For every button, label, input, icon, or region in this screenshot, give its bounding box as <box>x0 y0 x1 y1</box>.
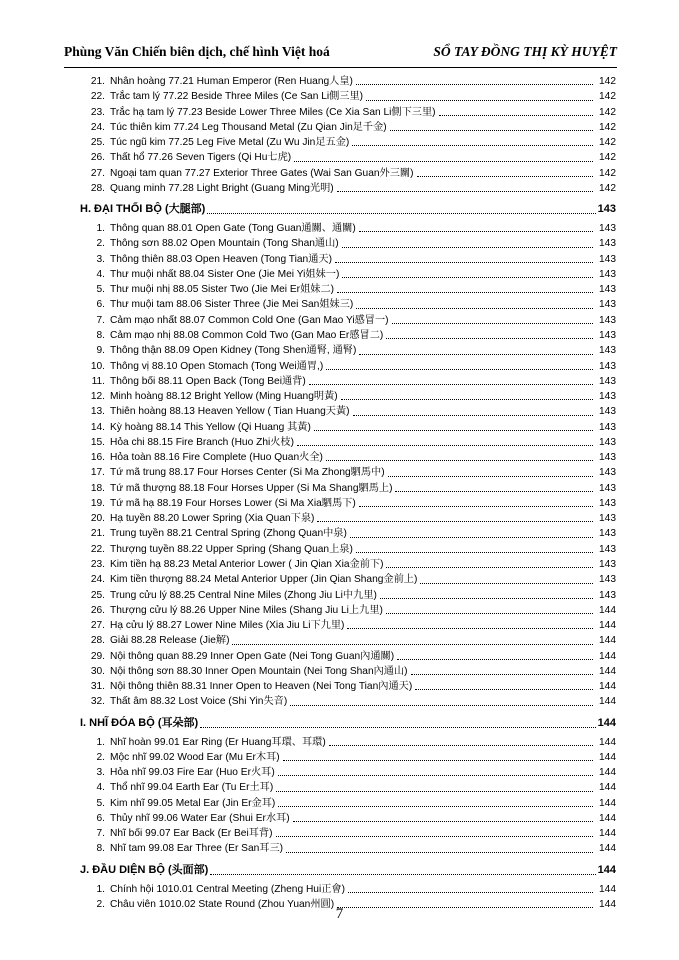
entry-number: 17. <box>90 467 105 479</box>
entry-page: 143 <box>599 452 616 464</box>
dot-leader <box>348 891 593 893</box>
entry-title: Hạ cửu lý 88.27 Lower Nine Miles (Xia Jiu Li下九里) <box>110 620 345 632</box>
entry-number: 2. <box>96 238 105 250</box>
toc-entry[interactable] <box>80 481 616 496</box>
entry-page: 143 <box>599 436 616 448</box>
entry-title: Trắc tam lý 77.22 Beside Three Miles (Ce San Li側三里) <box>110 91 364 103</box>
entry-number: 8. <box>96 843 105 855</box>
entry-number: 2. <box>96 751 105 763</box>
dot-leader <box>420 582 593 584</box>
entry-page: 143 <box>599 268 616 280</box>
entry-title: Thông vị 88.10 Open Stomach (Tong Wei通胃,) <box>110 360 324 372</box>
entry-page: 142 <box>599 106 616 118</box>
entry-number: 22. <box>90 543 105 555</box>
dot-leader <box>359 230 593 232</box>
entry-number: 20. <box>90 513 105 525</box>
entry-page: 143 <box>599 482 616 494</box>
entry-title: Nhân hoàng 77.21 Human Emperor (Ren Huang人皇) <box>110 76 353 87</box>
header-book-title: SỔ TAY ĐỒNG THỊ KỲ HUYỆT <box>433 44 617 59</box>
section-page: 143 <box>597 203 616 216</box>
entry-title: Thủy nhĩ 99.06 Water Ear (Shui Er水耳) <box>110 812 290 824</box>
entry-title: Minh hoàng 88.12 Bright Yellow (Ming Huang明黃) <box>110 391 338 403</box>
entry-page: 144 <box>599 696 616 708</box>
entry-page: 144 <box>599 899 616 911</box>
toc-entry[interactable] <box>80 150 616 165</box>
entry-page: 142 <box>599 167 616 179</box>
entry-page: 144 <box>599 828 616 840</box>
entry-page: 144 <box>599 681 616 693</box>
entry-page: 144 <box>599 843 616 855</box>
dot-leader <box>276 790 593 792</box>
toc-section-heading[interactable] <box>80 860 616 880</box>
dot-leader <box>341 398 593 400</box>
entry-page: 143 <box>599 513 616 525</box>
entry-title: Thất âm 88.32 Lost Voice (Shi Yin失音) <box>110 696 288 708</box>
dot-leader <box>395 490 593 492</box>
section-title: H. ĐẠI THỐI BỘ (大腿部) <box>80 203 206 216</box>
toc-entry[interactable] <box>80 166 616 181</box>
toc-entry[interactable] <box>80 74 616 89</box>
toc-entry[interactable] <box>80 882 616 897</box>
dot-leader <box>417 175 594 177</box>
entry-page: 143 <box>599 406 616 418</box>
dot-leader <box>353 414 593 416</box>
entry-title: Cảm mạo nhất 88.07 Common Cold One (Gan Mao Yi感冒一) <box>110 314 389 326</box>
entry-title: Nhĩ hoàn 99.01 Ear Ring (Er Huang耳環、耳環) <box>110 736 326 748</box>
entry-number: 3. <box>96 767 105 779</box>
dot-leader <box>278 774 593 776</box>
toc-entry[interactable] <box>80 465 616 480</box>
toc-entry[interactable] <box>80 135 616 150</box>
entry-title: Nhĩ bối 99.07 Ear Back (Er Bei耳背) <box>110 828 273 840</box>
dot-leader <box>314 429 593 431</box>
toc-entry[interactable] <box>80 297 616 312</box>
entry-number: 22. <box>90 91 105 103</box>
entry-page: 144 <box>599 751 616 763</box>
entry-title: Hạ tuyền 88.20 Lower Spring (Xia Quan下泉) <box>110 513 315 525</box>
entry-number: 4. <box>96 782 105 794</box>
dot-leader <box>356 83 593 85</box>
dot-leader <box>294 160 593 162</box>
section-title: I. NHĨ ĐÓA BỘ (耳朵部) <box>80 716 199 729</box>
entry-title: Nội thông thiên 88.31 Inner Open to Heaven (Nei Tong Tian內通天) <box>110 681 413 693</box>
entry-page: 143 <box>599 299 616 311</box>
toc-entry[interactable] <box>80 236 616 251</box>
dot-leader <box>411 673 593 675</box>
entry-title: Giải 88.28 Release (Jie解) <box>110 635 230 647</box>
toc-entry[interactable] <box>80 694 616 709</box>
dot-leader <box>317 520 593 522</box>
dot-leader <box>293 820 593 822</box>
entry-page: 143 <box>599 543 616 555</box>
toc-entry[interactable] <box>80 420 616 435</box>
toc-entry[interactable] <box>80 826 616 841</box>
toc-entry[interactable] <box>80 267 616 282</box>
toc-entry[interactable] <box>80 313 616 328</box>
entry-title: Thông quan 88.01 Open Gate (Tong Guan通關、通關) <box>110 223 356 235</box>
entry-page: 143 <box>599 391 616 403</box>
section-page: 144 <box>597 863 616 876</box>
dot-leader <box>335 261 593 263</box>
toc-entry[interactable] <box>80 343 616 358</box>
section-title: J. ĐẦU DIỆN BỘ (头面部) <box>80 863 209 876</box>
entry-number: 19. <box>90 497 105 509</box>
dot-leader <box>342 246 593 248</box>
header-author: Phùng Văn Chiến biên dịch, chế hình Việt hoá <box>64 44 330 59</box>
dot-leader <box>309 383 593 385</box>
entry-title: Thông sơn 88.02 Open Mountain (Tong Shan通山) <box>110 238 339 250</box>
dot-leader <box>329 744 593 746</box>
entry-page: 144 <box>599 650 616 662</box>
page-number: 7 <box>335 906 344 922</box>
dot-leader <box>210 873 595 875</box>
entry-title: Thiên hoàng 88.13 Heaven Yellow ( Tian Huang天黃) <box>110 406 350 418</box>
entry-number: 7. <box>96 314 105 326</box>
entry-number: 5. <box>96 797 105 809</box>
entry-title: Kim nhĩ 99.05 Metal Ear (Jin Er金耳) <box>110 797 276 809</box>
entry-title: Túc thiên kim 77.24 Leg Thousand Metal (Zu Qian Jin足千金) <box>110 121 387 133</box>
entry-number: 2. <box>96 899 105 911</box>
toc-entry[interactable] <box>80 435 616 450</box>
entry-number: 13. <box>90 406 105 418</box>
entry-number: 6. <box>96 299 105 311</box>
entry-number: 23. <box>90 558 105 570</box>
toc-entry[interactable] <box>80 526 616 541</box>
toc-entry[interactable] <box>80 221 616 236</box>
entry-number: 29. <box>90 650 105 662</box>
running-header <box>64 44 617 64</box>
entry-page: 143 <box>599 223 616 235</box>
entry-title: Thất hổ 77.26 Seven Tigers (Qi Hu七虎) <box>110 152 292 164</box>
dot-leader <box>386 566 593 568</box>
entry-number: 26. <box>90 604 105 616</box>
toc-section-heading[interactable] <box>80 199 616 219</box>
entry-number: 28. <box>90 635 105 647</box>
entry-number: 28. <box>90 182 105 194</box>
dot-leader <box>207 212 595 214</box>
entry-number: 21. <box>90 76 105 87</box>
toc-entry[interactable] <box>80 603 616 618</box>
toc-entry[interactable] <box>80 511 616 526</box>
entry-page: 144 <box>599 782 616 794</box>
dot-leader <box>352 144 593 146</box>
entry-page: 144 <box>599 767 616 779</box>
entry-number: 15. <box>90 436 105 448</box>
entry-number: 1. <box>96 223 105 235</box>
dot-leader <box>337 190 593 192</box>
toc-entry[interactable] <box>80 105 616 120</box>
toc-entry[interactable] <box>80 496 616 511</box>
entry-title: Kim tiền thượng 88.24 Metal Anterior Upper (Jin Qian Shang金前上) <box>110 574 418 586</box>
header-divider <box>64 67 617 68</box>
entry-page: 142 <box>599 121 616 133</box>
entry-number: 30. <box>90 665 105 677</box>
entry-page: 144 <box>599 812 616 824</box>
dot-leader <box>297 444 593 446</box>
entry-number: 1. <box>96 883 105 895</box>
entry-title: Hỏa toàn 88.16 Fire Complete (Huo Quan火全) <box>110 452 323 464</box>
entry-title: Nhĩ tam 99.08 Ear Three (Er San耳三) <box>110 843 284 855</box>
entry-number: 24. <box>90 574 105 586</box>
dot-leader <box>388 475 593 477</box>
toc-entry[interactable] <box>80 841 616 856</box>
toc-entry[interactable] <box>80 765 616 780</box>
entry-page: 144 <box>599 883 616 895</box>
toc-entry[interactable] <box>80 633 616 648</box>
entry-page: 144 <box>599 620 616 632</box>
entry-page: 143 <box>599 497 616 509</box>
toc-entry[interactable] <box>80 252 616 267</box>
entry-title: Chính hội 1010.01 Central Meeting (Zheng Hui正會) <box>110 883 346 895</box>
entry-page: 143 <box>599 238 616 250</box>
toc-entry[interactable] <box>80 542 616 557</box>
dot-leader <box>439 114 593 116</box>
dot-leader <box>366 99 593 101</box>
entry-page: 144 <box>599 635 616 647</box>
entry-title: Thư muội nhất 88.04 Sister One (Jie Mei Yi姐妹一) <box>110 268 340 280</box>
entry-page: 144 <box>599 736 616 748</box>
toc-entry[interactable] <box>80 374 616 389</box>
entry-page: 143 <box>599 558 616 570</box>
entry-number: 31. <box>90 681 105 693</box>
dot-leader <box>342 276 593 278</box>
entry-number: 14. <box>90 421 105 433</box>
entry-number: 5. <box>96 284 105 296</box>
entry-page: 143 <box>599 528 616 540</box>
toc-entry[interactable] <box>80 181 616 196</box>
entry-page: 143 <box>599 253 616 265</box>
entry-title: Nội thông sơn 88.30 Inner Open Mountain (Nei Tong Shan內通山) <box>110 665 408 677</box>
entry-title: Thông bối 88.11 Open Back (Tong Bei通背) <box>110 375 306 387</box>
entry-title: Thông thận 88.09 Open Kidney (Tong Shen通腎, 通腎) <box>110 345 357 357</box>
dot-leader <box>326 459 593 461</box>
entry-page: 144 <box>599 665 616 677</box>
dot-leader <box>359 505 593 507</box>
entry-page: 142 <box>599 137 616 149</box>
entry-number: 10. <box>90 360 105 372</box>
entry-title: Thư muội nhị 88.05 Sister Two (Jie Mei Er姐妹二) <box>110 284 335 296</box>
entry-number: 27. <box>90 620 105 632</box>
toc-entry[interactable] <box>80 780 616 795</box>
entry-title: Thông thiên 88.03 Open Heaven (Tong Tian通天) <box>110 253 332 265</box>
toc-entry[interactable] <box>80 664 616 679</box>
toc-entry[interactable] <box>80 557 616 572</box>
entry-number: 27. <box>90 167 105 179</box>
entry-title: Tứ mã trung 88.17 Four Horses Center (Si Ma Zhong駟馬中) <box>110 467 385 479</box>
entry-number: 8. <box>96 329 105 341</box>
dot-leader <box>286 851 593 853</box>
entry-page: 142 <box>599 76 616 87</box>
toc-entry[interactable] <box>80 120 616 135</box>
entry-page: 142 <box>599 152 616 164</box>
entry-page: 143 <box>599 314 616 326</box>
entry-page: 143 <box>599 360 616 372</box>
toc-section-heading[interactable] <box>80 713 616 733</box>
toc-entry[interactable] <box>80 750 616 765</box>
dot-leader <box>356 551 593 553</box>
entry-number: 21. <box>90 528 105 540</box>
entry-number: 9. <box>96 345 105 357</box>
toc-entry[interactable] <box>80 450 616 465</box>
entry-title: Thư muội tam 88.06 Sister Three (Jie Mei San姐妹三) <box>110 299 354 311</box>
entry-number: 4. <box>96 268 105 280</box>
entry-number: 25. <box>90 589 105 601</box>
entry-number: 12. <box>90 391 105 403</box>
dot-leader <box>283 759 593 761</box>
dot-leader <box>356 307 593 309</box>
toc-entry[interactable] <box>80 404 616 419</box>
dot-leader <box>380 597 593 599</box>
entry-number: 3. <box>96 253 105 265</box>
entry-page: 143 <box>599 421 616 433</box>
entry-page: 143 <box>599 574 616 586</box>
toc-entry[interactable] <box>80 735 616 750</box>
entry-title: Trắc hạ tam lý 77.23 Beside Lower Three Miles (Ce Xia San Li側下三里) <box>110 106 436 118</box>
dot-leader <box>415 688 593 690</box>
entry-title: Túc ngũ kim 77.25 Leg Five Metal (Zu Wu Jin足五金) <box>110 137 350 149</box>
entry-title: Châu viên 1010.02 State Round (Zhou Yuan州圓) <box>110 899 335 911</box>
entry-number: 26. <box>90 152 105 164</box>
entry-title: Kim tiền hạ 88.23 Metal Anterior Lower ( Jin Qian Xia金前下) <box>110 558 384 570</box>
toc-entry[interactable] <box>80 572 616 587</box>
entry-title: Quang minh 77.28 Light Bright (Guang Ming光明) <box>110 182 334 194</box>
section-page: 144 <box>597 716 616 729</box>
entry-title: Hỏa nhĩ 99.03 Fire Ear (Huo Er火耳) <box>110 767 275 779</box>
toc-entry[interactable] <box>80 89 616 104</box>
toc-entry[interactable] <box>80 389 616 404</box>
entry-title: Ngoại tam quan 77.27 Exterior Three Gates (Wai San Guan外三關) <box>110 167 414 179</box>
entry-title: Nội thông quan 88.29 Inner Open Gate (Nei Tong Guan內通關) <box>110 650 395 662</box>
dot-leader <box>278 805 593 807</box>
entry-page: 143 <box>599 345 616 357</box>
toc-entry[interactable] <box>80 679 616 694</box>
entry-number: 6. <box>96 812 105 824</box>
entry-title: Trung tuyền 88.21 Central Spring (Zhong Quan中泉) <box>110 528 347 540</box>
toc-entry[interactable] <box>80 282 616 297</box>
toc-entry[interactable] <box>80 811 616 826</box>
entry-title: Thượng cửu lý 88.26 Upper Nine Miles (Shang Jiu Li上九里) <box>110 604 383 616</box>
dot-leader <box>337 291 593 293</box>
entry-title: Hỏa chi 88.15 Fire Branch (Huo Zhi火枝) <box>110 436 295 448</box>
dot-leader <box>290 704 593 706</box>
dot-leader <box>326 368 593 370</box>
entry-page: 143 <box>599 329 616 341</box>
entry-page: 143 <box>599 284 616 296</box>
entry-number: 16. <box>90 452 105 464</box>
entry-title: Mộc nhĩ 99.02 Wood Ear (Mu Er木耳) <box>110 751 280 763</box>
entry-page: 144 <box>599 797 616 809</box>
entry-page: 142 <box>599 91 616 103</box>
entry-number: 24. <box>90 121 105 133</box>
dot-leader <box>350 536 593 538</box>
entry-title: Kỳ hoàng 88.14 This Yellow (Qi Huang 其黃) <box>110 421 311 433</box>
toc-entry[interactable] <box>80 588 616 603</box>
entry-number: 23. <box>90 106 105 118</box>
entry-title: Trung cửu lý 88.25 Central Nine Miles (Zhong Jiu Li中九里) <box>110 589 377 601</box>
dot-leader <box>392 322 593 324</box>
toc-entry[interactable] <box>80 796 616 811</box>
toc-entry[interactable] <box>80 328 616 343</box>
entry-page: 143 <box>599 589 616 601</box>
entry-title: Thượng tuyền 88.22 Upper Spring (Shang Quan上泉) <box>110 543 353 555</box>
toc-entry[interactable] <box>80 359 616 374</box>
dot-leader <box>397 658 593 660</box>
entry-number: 11. <box>91 375 105 387</box>
entry-title: Tứ mã thượng 88.18 Four Horses Upper (Si Ma Shang駟馬上) <box>110 482 393 494</box>
entry-number: 1. <box>96 736 105 748</box>
dot-leader <box>386 337 593 339</box>
toc-entry[interactable] <box>80 618 616 633</box>
entry-number: 25. <box>90 137 105 149</box>
toc-entry[interactable] <box>80 649 616 664</box>
entry-title: Thổ nhĩ 99.04 Earth Ear (Tu Er土耳) <box>110 782 274 794</box>
entry-page: 143 <box>599 375 616 387</box>
entry-title: Tứ mã hạ 88.19 Four Horses Lower (Si Ma Xia駟馬下) <box>110 497 356 509</box>
dot-leader <box>386 612 593 614</box>
entry-page: 144 <box>599 604 616 616</box>
dot-leader <box>390 129 593 131</box>
entry-page: 143 <box>599 467 616 479</box>
entry-title: Cảm mạo nhị 88.08 Common Cold Two (Gan Mao Er感冒二) <box>110 329 384 341</box>
dot-leader <box>347 627 593 629</box>
entry-page: 142 <box>599 182 616 194</box>
entry-number: 18. <box>90 482 105 494</box>
dot-leader <box>200 726 595 728</box>
table-of-contents <box>80 74 616 912</box>
entry-number: 32. <box>90 696 105 708</box>
dot-leader <box>232 643 593 645</box>
dot-leader <box>276 835 594 837</box>
entry-number: 7. <box>96 828 105 840</box>
dot-leader <box>359 353 593 355</box>
